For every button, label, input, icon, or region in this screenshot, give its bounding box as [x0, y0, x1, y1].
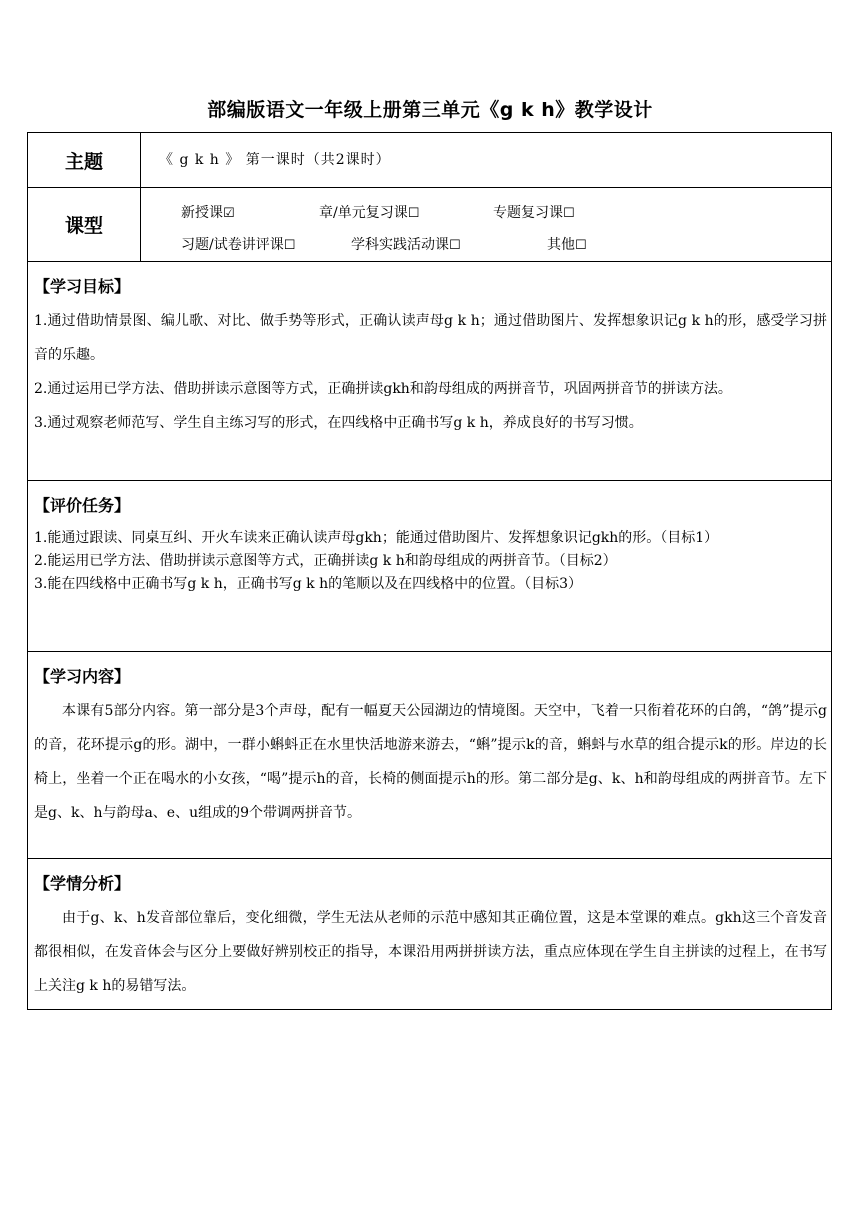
lesson-type-option-other[interactable]	[547, 234, 587, 254]
topic-cell	[141, 133, 832, 188]
topic-value: 《 g k h 》 第一课时（共2课时）	[159, 152, 391, 168]
topic-label: 主题	[28, 133, 141, 188]
goal-item: 2.通过运用已学方法、借助拼读示意图等方式，正确拼读gkh和韵母组成的两拼音节，巩固两拼音节的拼读方法。	[34, 381, 732, 397]
evaluation-row	[28, 481, 832, 652]
option-label: 章/单元复习课	[319, 205, 408, 221]
topic-row	[28, 133, 832, 188]
lesson-type-label: 课型	[28, 188, 141, 262]
checkbox-icon[interactable]: ☐	[407, 206, 420, 221]
goal-item: 1.通过借助情景图、编儿歌、对比、做手势等形式，正确认读声母g k h；通过借助图片、发挥想象识记g k h的形，感受学习拼音的乐趣。	[34, 313, 827, 363]
option-label: 其他	[547, 237, 575, 253]
analysis-paragraph: 由于g、k、h发音部位靠后，变化细微，学生无法从老师的示范中感知其正确位置，这是本堂课的难点。gkh这三个音发音都很相似，在发音体会与区分上要做好辨别校正的指导，本课沿用两拼拼读方法，重点应体现在学生自主拼读的过程上，在书写上关注g k h的易错写法。	[34, 910, 827, 994]
evaluation-heading: 【评价任务】	[34, 496, 131, 515]
content-body	[28, 694, 831, 836]
lesson-type-option-new[interactable]	[181, 202, 235, 222]
lesson-type-option-topic-review[interactable]	[493, 202, 575, 222]
goals-section	[28, 262, 832, 481]
lesson-type-option-exercise-review[interactable]	[181, 234, 295, 254]
content-heading: 【学习内容】	[34, 667, 131, 686]
option-label: 学科实践活动课	[351, 237, 449, 253]
goals-heading: 【学习目标】	[34, 277, 131, 296]
option-label: 习题/试卷讲评课	[181, 237, 284, 253]
option-label: 新授课	[181, 205, 223, 221]
content-section	[28, 652, 832, 859]
goals-body	[28, 304, 831, 446]
evaluation-item: 2.能运用已学方法、借助拼读示意图等方式，正确拼读g k h和韵母组成的两拼音节。（目标2）	[34, 553, 617, 569]
lesson-type-option-practice[interactable]	[351, 234, 461, 254]
analysis-row	[28, 859, 832, 1010]
lesson-plan-table	[27, 132, 832, 1010]
option-label: 专题复习课	[493, 205, 563, 221]
lesson-type-option-unit-review[interactable]	[319, 202, 419, 222]
evaluation-body	[28, 523, 831, 606]
lesson-type-cell	[141, 188, 832, 262]
content-row	[28, 652, 832, 859]
checkbox-icon[interactable]: ☐	[449, 238, 461, 253]
evaluation-section	[28, 481, 832, 652]
goal-item: 3.通过观察老师范写、学生自主练习写的形式，在四线格中正确书写g k h，养成良好的书写习惯。	[34, 415, 643, 431]
evaluation-item: 3.能在四线格中正确书写g k h，正确书写g k h的笔顺以及在四线格中的位置。（目标3）	[34, 576, 582, 592]
checkbox-icon[interactable]: ☐	[575, 238, 587, 253]
lesson-type-row	[28, 188, 832, 262]
evaluation-item: 1.能通过跟读、同桌互纠、开火车读来正确认读声母gkh；能通过借助图片、发挥想象识记gkh的形。（目标1）	[34, 530, 719, 546]
checkbox-icon[interactable]: ☐	[563, 206, 575, 221]
analysis-section	[28, 859, 832, 1010]
analysis-heading: 【学情分析】	[34, 874, 131, 893]
checked-checkbox-icon[interactable]: ☑	[223, 206, 235, 221]
checkbox-icon[interactable]: ☐	[283, 238, 296, 253]
content-paragraph: 本课有5部分内容。第一部分是3个声母，配有一幅夏天公园湖边的情境图。天空中，飞着一只衔着花环的白鸽，“鸽”提示g的音，花环提示g的形。湖中，一群小蝌蚪正在水里快活地游来游去，“蝌”提示k的音，蝌蚪与水草的组合提示k的形。岸边的长椅上，坐着一个正在喝水的小女孩，“喝”提示h的音，长椅的侧面提示h的形。第二部分是g、k、h和韵母组成的两拼音节。左下是g、k、h与韵母a、e、u组成的9个带调两拼音节。	[34, 703, 827, 821]
document-title: 部编版语文一年级上册第三单元《g k h》教学设计	[207, 99, 653, 121]
analysis-body	[28, 901, 831, 1009]
goals-row	[28, 262, 832, 481]
